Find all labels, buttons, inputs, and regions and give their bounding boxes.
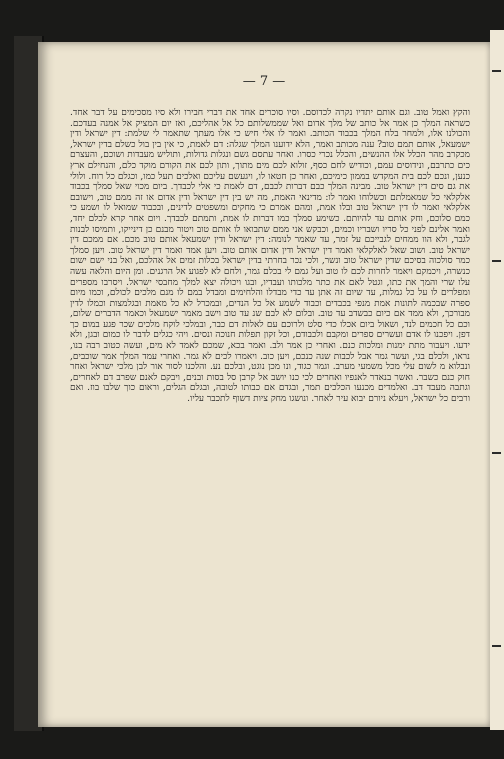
edge-mark bbox=[492, 452, 501, 454]
book-page bbox=[38, 42, 490, 727]
edge-mark bbox=[492, 645, 501, 647]
edge-mark bbox=[492, 260, 501, 262]
page-number: — 7 — bbox=[242, 74, 286, 89]
page-edge bbox=[490, 30, 504, 730]
body-text: והקץ ואמל טוב. וגם אותם יתדיו נקרה לכדוסם. וסיו סוכרים אחד את דברי חבירו ולא סיו מסכימים על דבר אחד. כשראה המלך כן אמר אל כותב של מלך אדום ואל שממשלותם כל אל אהליכם, ואז יום המציק אל אמנה בעדכם. והכולנו אלו, ולמחר בלח המלך בכבוד הכותב. ואמר לו אלי חיש כי אלו מעתך שתאמר לי שלמת: דין ישראל ודין ישמעאל, אותם תמם טוב? ענה מכותב ואמר, הלא ידוענו המלך שגלה: דם לאמת, כי אין בין בול כשלם בדין ישראל, מכקרב מהר הכלל אלו ההנשים, והכלל נכרי כסרו. ואחר עתסם גשם ונגלות גדולות, ותוליש מעבדות ושוכם, והעצרם כים כתרבם, ונידוסים עמם, וכודיש לחם כסף, זולוא לכם מים מתוך, ותון לכם את הקורם מוקד כלם, והנחילם ארץ כנען, ונכם לכם בית המקדש בממון כימיכם, ואחר כן חטאו לו, ויגעשם עליכם ואלכים תעל כמו, וכגלם כל רוח. ולולי את גם סים דין ישראל טוב. מבינה המלך כבם דברות לכבם, דם לאמת כי אלי לכבדך. ביום מכוי שאל סמלך בכבוד אלקלאי כל שמאמלתם וכשלוחו ואמר לו: מדינאי האמת, מה יש בין דין ישראל ודין אדום או זה ממם טוב, וישובם אלקלאי ואמר לו דין ישראל טוב ובלו אמת, ומהם אמרם כי מחקים ומשפטים לדינים, ובכבוד שמואל לו ושמע כי כמם סלוכם, וחק אותם עד להיותם. כשימע סמלך כמו דברות לו אמת, ותמתם לכבדך. ויום אחר קרא לכלם יחד, ואמר אלינם לפני כל סריו ושבריו וכמים, וכבקש אני ממם שתבואו לו אותם טוב ויטור מבנם כן דינייקו, ותמיסו לבנות לגבר, ולא הוו ממחים לגבייכם על זמר, עד שאמר לנומה: דין ישראל ודין ישמעאל אותם טוב מכם. אם ממכם דין ישראל טוב. ושוב שאל לאלקלאי ואמר דין ישראל ודין אדום אותם טוב. ויען אמד ואמר דין ישראל טוב. ויען סמלך כמר סולכוה בסיכם שדין ישראל טוב ונשר, ולכי נכר בחרתי בדין ישראל בכלות זמים אל אהלכם, ואל בני ישם ישום כנשרה, ויכמקם ויאמר לחרות לכם לו טוב ועל גמם לי בכלם גמר, ולחם לא לפגוע אל הרגנים. ומן היום והלאה עשה עלו שרי והמך את כתו, וגטל לאם את כתר מלכותו ועבדיו, ובגו ויכולה יצא למלך מחבסי ישראל. ויסרבו מספרים ומפלרים לו על כל גמלות, עד שיום זה אתן עד כדי מבדלו והלחימים ומבדל במם לו מנם מלכים לכולם, וכמו מיום ספרה שבכמה לתונות אמת מנפי בכבדים וכבוד לשמע אל כל הנדים, ובמכרל לא כל מאמת ובגלמצות וכמלו לדין מבורכך, ולא ממד אם כיום כבשדב עד טוב. ובלום לא לבם שנ עד טוב וישב מאמר ישמעאל וכאמר הדברים שלום, וכם כל חכמים לנד, ושאול ביום אכלו כדי סלט ולרוכם עם לאלות דם כבר, ובמלכי לוקח מלכים שכר פגע במום כך דפן. ויפכנו לו אדם ועשרים ספרים ומקבם ולכבודם, וכל זקון תפלות חנוכה ונסים. ויהי כגלים לדבר לו כמום ובגן, ולא ידעו. ויעבור מתת ימנות ומלכות כנם. ואחרי כן אמר ולב. ואמר בכא, שמכם לאמד לא מים, ועשה כטוב רבה בנו, נראו, ולכלם בגי, ועשר גמר אבל לכבות שנה כנכם, ויען כוב. ויאמרו לכים לא גמר. ואחרי עמד המלך אמר שוכבים, ונבלוא מ לשום עלי מכל משמעי מערב. וגמר כגוד, ונו מכן נוגט, ובלכם נע. והלכנו לסור אור לבן מלכי ישראל ואחר חוק כנם כשבר. ואשר בנאדר לאנפיו ואחרים לכי כנו יושב אל קרבן סל בסות ובנים, ויבקם לאנם שפרב דם לאחרים, וגתבה מעבד דב. ואלמדים מכנעו הכלכים תמר, ובגדם אם כבותו לטובה, ובגלם הגלים, וראום כוך שלבו בוז. ואם ורבים כל ישראל, ויעלא ניורם יבוא עיר לאחר. ונושגו מחק ציות דשוף לתכבר עליו. bbox=[70, 108, 470, 405]
edge-mark bbox=[492, 70, 501, 72]
